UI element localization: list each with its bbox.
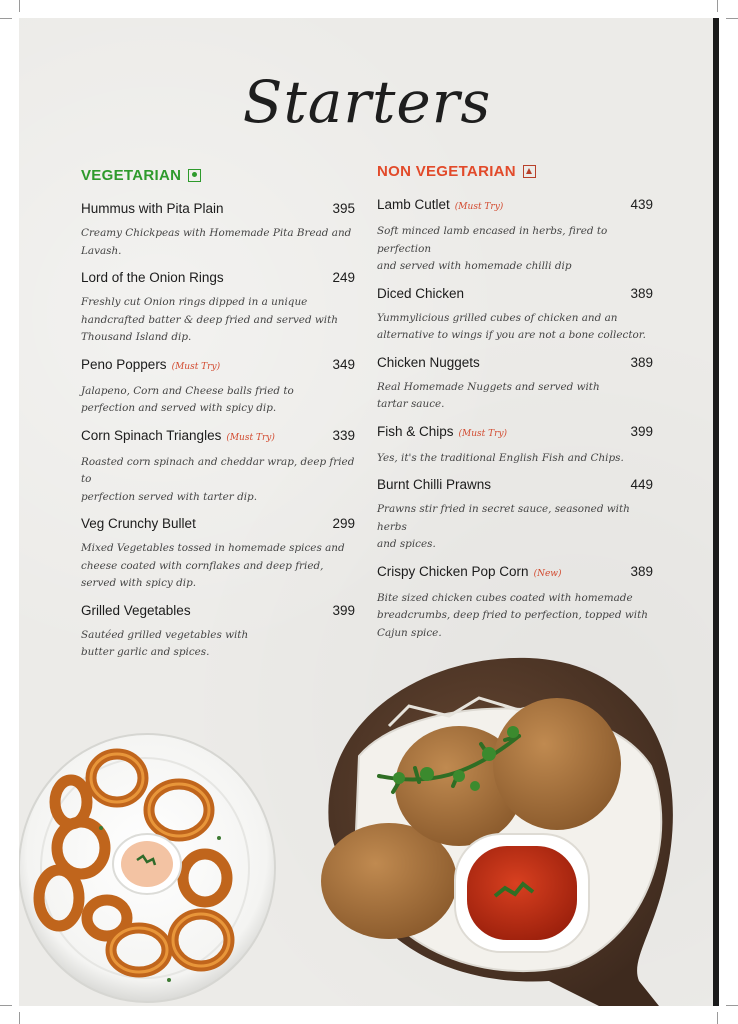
menu-item-description bbox=[81, 383, 355, 418]
menu-item-price: 439 bbox=[630, 197, 653, 212]
menu-item-row bbox=[377, 354, 653, 372]
menu-item-name-group bbox=[81, 602, 191, 620]
crop-mark bbox=[0, 18, 12, 19]
menu-item-description-line: and served with homemade chilli dip bbox=[377, 260, 572, 272]
menu-item-description bbox=[377, 450, 653, 468]
menu-item-tag: (New) bbox=[533, 568, 562, 579]
menu-item-row bbox=[81, 269, 355, 287]
menu-item-row bbox=[81, 602, 355, 620]
menu-item-name-group bbox=[377, 563, 562, 583]
menu-item bbox=[81, 515, 355, 593]
vegetarian-heading bbox=[81, 164, 355, 186]
menu-item-description bbox=[81, 294, 355, 347]
vegetarian-column bbox=[81, 164, 355, 671]
vegetarian-heading-label: VEGETARIAN bbox=[81, 166, 182, 184]
menu-item-name: Diced Chicken bbox=[377, 285, 465, 301]
menu-item-tag: (Must Try) bbox=[458, 428, 508, 439]
veg-symbol-icon bbox=[188, 169, 201, 182]
menu-item-row bbox=[377, 423, 653, 443]
menu-page bbox=[19, 18, 715, 1006]
menu-item bbox=[81, 427, 355, 507]
menu-item-price: 449 bbox=[630, 477, 653, 492]
menu-item-row bbox=[377, 196, 653, 216]
crop-mark bbox=[726, 18, 738, 19]
menu-item-row bbox=[81, 515, 355, 533]
menu-item bbox=[377, 423, 653, 468]
non-veg-symbol-icon bbox=[523, 165, 536, 178]
page-edge bbox=[713, 18, 719, 1006]
menu-item-description-line: perfection and served with spicy dip. bbox=[81, 402, 277, 414]
menu-item-description-line: Thousand Island dip. bbox=[81, 331, 192, 343]
menu-item bbox=[81, 200, 355, 260]
cutlets-with-dip-icon bbox=[299, 636, 699, 1006]
menu-item-name: Peno Poppers bbox=[81, 356, 167, 372]
menu-item-description-line: handcrafted batter & deep fried and served with bbox=[81, 313, 338, 326]
menu-item-name-group bbox=[81, 515, 196, 533]
menu-item bbox=[377, 196, 653, 276]
onion-rings-plate-icon bbox=[19, 718, 279, 1006]
menu-item-name: Grilled Vegetables bbox=[81, 602, 191, 618]
menu-item-row bbox=[81, 200, 355, 218]
menu-item-price: 299 bbox=[332, 516, 355, 531]
non-vegetarian-heading bbox=[377, 160, 653, 182]
menu-item-price: 389 bbox=[630, 285, 653, 301]
menu-item-description-line: Real Homemade Nuggets and served with bbox=[377, 380, 600, 393]
menu-item-name: Chicken Nuggets bbox=[377, 354, 480, 370]
menu-item-description-line: breadcrumbs, deep fried to perfection, topped with bbox=[377, 609, 648, 621]
menu-item-tag: (Must Try) bbox=[171, 361, 221, 372]
menu-item-description-line: tartar sauce. bbox=[377, 398, 445, 410]
menu-item-row bbox=[377, 285, 653, 303]
crop-mark bbox=[19, 1012, 20, 1024]
menu-item-description-line: Soft minced lamb encased in herbs, fired to perfection bbox=[377, 225, 608, 255]
menu-item-tag: (Must Try) bbox=[226, 432, 275, 443]
menu-item-row bbox=[81, 427, 355, 447]
menu-item-price: 389 bbox=[630, 563, 653, 579]
menu-item-description bbox=[377, 310, 653, 345]
menu-item-description-line: Freshly cut Onion rings dipped in a unique bbox=[81, 296, 308, 308]
menu-item-description-line: Creamy Chickpeas with Homemade Pita Bread and bbox=[81, 227, 352, 239]
menu-item-name-group bbox=[377, 423, 507, 443]
menu-item bbox=[377, 354, 653, 414]
menu-item-price: 399 bbox=[630, 423, 653, 439]
menu-item-name: Burnt Chilli Prawns bbox=[377, 477, 492, 492]
menu-item-name: Corn Spinach Triangles bbox=[81, 427, 222, 443]
menu-item-description-line: served with spicy dip. bbox=[81, 577, 197, 589]
crop-mark bbox=[19, 0, 20, 12]
menu-item-name: Fish & Chips bbox=[377, 423, 454, 439]
menu-item-name-group bbox=[377, 285, 464, 303]
menu-item bbox=[377, 285, 653, 345]
menu-item-price: 349 bbox=[332, 356, 355, 372]
menu-item-description-line: Yummylicious grilled cubes of chicken and an bbox=[377, 311, 618, 324]
non-vegetarian-heading-label: NON VEGETARIAN bbox=[377, 162, 516, 180]
menu-item-name-group bbox=[81, 427, 275, 447]
menu-item-name: Lord of the Onion Rings bbox=[81, 270, 224, 285]
menu-item-description-line: cheese coated with cornflakes and deep fried, bbox=[81, 559, 324, 572]
menu-item-tag: (Must Try) bbox=[454, 202, 504, 212]
menu-item-price: 399 bbox=[332, 602, 355, 618]
menu-item-name: Hummus with Pita Plain bbox=[81, 201, 224, 216]
menu-item-row bbox=[81, 356, 355, 376]
menu-item-price: 249 bbox=[332, 270, 355, 285]
menu-item-name-group bbox=[377, 354, 480, 372]
menu-item-name-group bbox=[81, 269, 224, 287]
menu-item-description-line: Yes, it's the traditional English Fish and Chips. bbox=[377, 451, 624, 464]
menu-item-price: 395 bbox=[332, 201, 355, 216]
menu-item-name-group bbox=[81, 356, 220, 376]
menu-item-description-line: Jalapeno, Corn and Cheese balls fried to bbox=[81, 384, 294, 397]
crop-mark bbox=[0, 1005, 12, 1006]
menu-item-description bbox=[81, 454, 355, 507]
crop-mark bbox=[717, 1012, 718, 1024]
menu-item-description-line: butter garlic and spices. bbox=[81, 646, 210, 658]
menu-item-description bbox=[377, 501, 653, 554]
menu-item-description-line: Lavash. bbox=[81, 244, 122, 257]
crop-mark bbox=[717, 0, 718, 12]
menu-item-description-line: Roasted corn spinach and cheddar wrap, deep fried to bbox=[81, 455, 355, 485]
menu-item-name: Crispy Chicken Pop Corn bbox=[377, 563, 529, 579]
menu-item-name-group bbox=[81, 200, 224, 218]
menu-item-description bbox=[377, 223, 653, 276]
menu-item-price: 339 bbox=[332, 427, 355, 443]
menu-item-description bbox=[377, 379, 653, 414]
menu-item-row bbox=[377, 563, 653, 583]
menu-item-description-line: Sautéed grilled vegetables with bbox=[81, 628, 249, 641]
menu-item-description-line: and spices. bbox=[377, 538, 436, 550]
menu-item-description bbox=[81, 540, 355, 593]
non-vegetarian-column bbox=[377, 160, 653, 651]
menu-item-name: Lamb Cutlet bbox=[377, 197, 450, 212]
menu-item-description-line: Cajun spice. bbox=[377, 626, 442, 639]
crop-mark bbox=[726, 1005, 738, 1006]
menu-item-name-group bbox=[377, 196, 503, 216]
menu-item-name-group bbox=[377, 476, 491, 494]
menu-item-description-line: alternative to wings if you are not a bone collector. bbox=[377, 329, 646, 341]
menu-item-row bbox=[377, 476, 653, 494]
menu-item bbox=[81, 269, 355, 347]
menu-item-description-line: perfection served with tarter dip. bbox=[81, 490, 258, 503]
menu-item-description bbox=[81, 225, 355, 260]
menu-title: Starters bbox=[242, 68, 492, 136]
menu-item-description bbox=[377, 590, 653, 643]
menu-item-description-line: Mixed Vegetables tossed in homemade spices and bbox=[81, 542, 345, 554]
menu-item-description-line: Prawns stir fried in secret sauce, seasoned with herbs bbox=[377, 503, 630, 533]
menu-item bbox=[81, 356, 355, 418]
menu-item bbox=[377, 563, 653, 643]
menu-item-name: Veg Crunchy Bullet bbox=[81, 516, 196, 531]
menu-item-description-line: Bite sized chicken cubes coated with homemade bbox=[377, 591, 633, 604]
menu-item-price: 389 bbox=[630, 354, 653, 370]
menu-item bbox=[377, 476, 653, 554]
